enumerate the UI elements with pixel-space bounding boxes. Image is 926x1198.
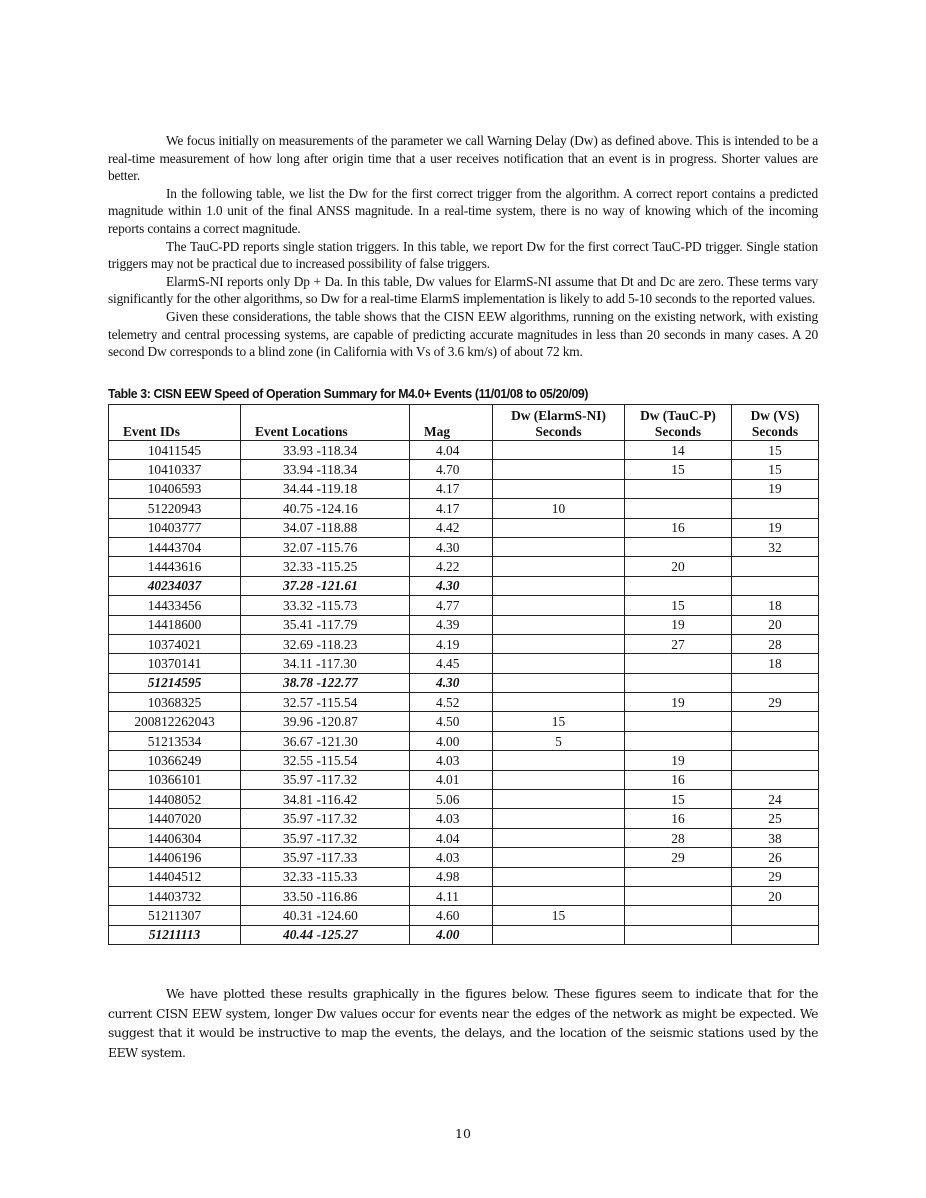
table-caption: Table 3: CISN EEW Speed of Operation Summary for M4.0+ Events (11/01/08 to 05/20/09) [108,386,589,401]
cell-event-id: 51214595 [109,673,241,692]
cell-event-location: 34.07 -118.88 [241,518,410,537]
cell-event-location: 32.69 -118.23 [241,634,410,653]
cell-event-location: 33.50 -116.86 [241,886,410,905]
cell-dw-vs: 18 [732,596,819,615]
cell-event-location: 35.97 -117.32 [241,809,410,828]
cell-event-id: 10406593 [109,479,241,498]
cell-mag: 4.11 [410,886,493,905]
cell-dw-tauc [625,499,732,518]
header-dw-elarms [493,405,625,441]
cell-event-location: 40.75 -124.16 [241,499,410,518]
cell-dw-vs [732,576,819,595]
cell-dw-elarms [493,615,625,634]
header-dw-tauc-line1: Dw (TauC-P) [640,408,716,423]
header-event-locations: Event Locations [241,405,410,441]
cell-dw-tauc: 28 [625,828,732,847]
cell-dw-elarms: 15 [493,906,625,925]
table-body [109,441,819,945]
cell-mag: 4.77 [410,596,493,615]
cell-event-location: 40.31 -124.60 [241,906,410,925]
cell-event-location: 35.97 -117.32 [241,770,410,789]
cell-event-id: 14408052 [109,790,241,809]
cell-event-id: 10370141 [109,654,241,673]
cell-event-id: 14443704 [109,537,241,556]
cell-dw-tauc [625,654,732,673]
cell-dw-elarms [493,848,625,867]
cell-dw-tauc [625,712,732,731]
header-dw-elarms-line1: Dw (ElarmS-NI) [511,408,606,423]
cell-mag: 4.60 [410,906,493,925]
cell-dw-vs [732,712,819,731]
cell-mag: 4.22 [410,557,493,576]
cell-dw-elarms [493,886,625,905]
speed-summary-table [108,404,819,945]
cell-dw-tauc [625,925,732,944]
cell-dw-elarms [493,460,625,479]
cell-dw-elarms: 10 [493,499,625,518]
cell-event-id: 51211307 [109,906,241,925]
table-row [109,770,819,789]
cell-dw-elarms: 5 [493,731,625,750]
cell-mag: 4.00 [410,925,493,944]
cell-event-location: 38.78 -122.77 [241,673,410,692]
cell-event-location: 34.81 -116.42 [241,790,410,809]
cell-dw-elarms [493,867,625,886]
cell-event-location: 32.55 -115.54 [241,751,410,770]
cell-dw-vs: 29 [732,867,819,886]
cell-dw-elarms [493,634,625,653]
cell-event-id: 14407020 [109,809,241,828]
cell-dw-tauc: 19 [625,693,732,712]
page-number: 10 [455,1126,471,1141]
cell-dw-vs [732,906,819,925]
cell-dw-tauc: 15 [625,790,732,809]
table-row [109,441,819,460]
cell-dw-elarms [493,518,625,537]
cell-dw-vs: 24 [732,790,819,809]
closing-text [108,984,818,1062]
cell-dw-tauc: 16 [625,518,732,537]
table-row [109,731,819,750]
cell-event-id: 14403732 [109,886,241,905]
cell-event-location: 32.57 -115.54 [241,693,410,712]
cell-mag: 4.70 [410,460,493,479]
cell-event-location: 35.97 -117.33 [241,848,410,867]
cell-dw-tauc: 14 [625,441,732,460]
cell-mag: 4.42 [410,518,493,537]
cell-dw-elarms [493,809,625,828]
cell-dw-vs: 19 [732,479,819,498]
cell-event-id: 10366249 [109,751,241,770]
cell-event-id: 51211113 [109,925,241,944]
cell-mag: 4.98 [410,867,493,886]
cell-dw-elarms [493,596,625,615]
paragraph-correct-trigger: In the following table, we list the Dw for the first correct trigger from the algorithm. A correct report contains a predicted magnitude within 1.0 unit of the final ANSS magnitude. In a real-time system, there is no way of knowing which of the incoming reports contains a correct magnitude. [108,185,818,236]
cell-mag: 4.04 [410,828,493,847]
cell-dw-vs [732,499,819,518]
cell-event-id: 51220943 [109,499,241,518]
cell-mag: 4.30 [410,576,493,595]
cell-dw-elarms [493,441,625,460]
cell-mag: 4.04 [410,441,493,460]
cell-dw-vs: 20 [732,886,819,905]
paragraph-warning-delay: We focus initially on measurements of the parameter we call Warning Delay (Dw) as defined above. This is intended to be a real-time measurement of how long after origin time that a user receives notification that an event is in progress. Shorter values are better. [108,133,818,184]
table-row [109,460,819,479]
cell-mag: 4.52 [410,693,493,712]
cell-event-id: 14406196 [109,848,241,867]
cell-dw-elarms [493,770,625,789]
intro-text [108,132,818,361]
cell-mag: 4.03 [410,848,493,867]
cell-dw-vs: 25 [732,809,819,828]
cell-event-id: 200812262043 [109,712,241,731]
header-mag: Mag [410,405,493,441]
table-row [109,634,819,653]
table-row [109,537,819,556]
cell-dw-tauc [625,673,732,692]
cell-dw-elarms [493,576,625,595]
cell-dw-tauc: 27 [625,634,732,653]
cell-dw-tauc [625,537,732,556]
cell-event-id: 14404512 [109,867,241,886]
cell-mag: 4.17 [410,499,493,518]
cell-dw-vs [732,751,819,770]
cell-dw-tauc: 19 [625,751,732,770]
table-row [109,615,819,634]
cell-dw-vs: 26 [732,848,819,867]
cell-dw-elarms [493,557,625,576]
cell-event-id: 10374021 [109,634,241,653]
cell-dw-vs [732,925,819,944]
cell-mag: 4.30 [410,537,493,556]
table-row [109,499,819,518]
header-event-ids: Event IDs [109,405,241,441]
table-row [109,925,819,944]
cell-dw-tauc: 15 [625,596,732,615]
cell-mag: 4.39 [410,615,493,634]
cell-event-location: 40.44 -125.27 [241,925,410,944]
header-dw-tauc [625,405,732,441]
cell-event-location: 34.44 -119.18 [241,479,410,498]
cell-event-id: 10410337 [109,460,241,479]
cell-dw-tauc [625,867,732,886]
cell-dw-tauc [625,906,732,925]
cell-dw-vs: 28 [732,634,819,653]
cell-dw-tauc: 20 [625,557,732,576]
header-dw-elarms-line2: Seconds [535,424,582,439]
cell-dw-vs: 38 [732,828,819,847]
table-row [109,848,819,867]
header-dw-vs-line1: Dw (VS) [750,408,800,423]
cell-event-id: 10366101 [109,770,241,789]
table-row [109,906,819,925]
cell-dw-tauc: 15 [625,460,732,479]
cell-dw-vs: 18 [732,654,819,673]
cell-event-location: 32.33 -115.33 [241,867,410,886]
cell-dw-elarms [493,751,625,770]
cell-dw-vs: 20 [732,615,819,634]
table-row [109,576,819,595]
cell-event-location: 33.32 -115.73 [241,596,410,615]
cell-event-location: 37.28 -121.61 [241,576,410,595]
table-row [109,886,819,905]
cell-dw-elarms [493,673,625,692]
table-row [109,596,819,615]
cell-mag: 4.03 [410,809,493,828]
cell-dw-elarms [493,654,625,673]
cell-event-id: 10403777 [109,518,241,537]
cell-dw-vs [732,673,819,692]
cell-dw-tauc [625,576,732,595]
cell-dw-vs: 15 [732,441,819,460]
cell-dw-tauc: 19 [625,615,732,634]
cell-event-location: 32.07 -115.76 [241,537,410,556]
table-row [109,557,819,576]
header-dw-tauc-line2: Seconds [654,424,702,439]
cell-dw-tauc: 16 [625,770,732,789]
cell-mag: 4.30 [410,673,493,692]
cell-dw-tauc [625,886,732,905]
cell-mag: 4.01 [410,770,493,789]
paragraph-tauc-pd: The TauC-PD reports single station triggers. In this table, we report Dw for the first correct TauC-PD trigger. Single station triggers may not be practical due to increased possibility of false triggers. [108,238,818,272]
cell-mag: 4.50 [410,712,493,731]
cell-event-location: 35.41 -117.79 [241,615,410,634]
cell-dw-elarms [493,790,625,809]
cell-event-id: 10411545 [109,441,241,460]
paragraph-elarms-ni: ElarmS-NI reports only Dp + Da. In this table, Dw values for ElarmS-NI assume that Dt and Dc are zero. These terms vary significantly for the other algorithms, so Dw for a real-time ElarmS implementation is likely to add 5-10 seconds to the reported values. [108,273,818,307]
table-row [109,712,819,731]
table-row [109,479,819,498]
cell-dw-vs [732,770,819,789]
table-row [109,693,819,712]
cell-mag: 4.17 [410,479,493,498]
cell-dw-vs: 32 [732,537,819,556]
cell-mag: 4.00 [410,731,493,750]
cell-dw-vs: 19 [732,518,819,537]
cell-event-id: 14418600 [109,615,241,634]
cell-event-location: 33.94 -118.34 [241,460,410,479]
cell-event-location: 32.33 -115.25 [241,557,410,576]
cell-dw-vs: 15 [732,460,819,479]
cell-event-location: 39.96 -120.87 [241,712,410,731]
paragraph-considerations: Given these considerations, the table shows that the CISN EEW algorithms, running on the existing network, with existing telemetry and central processing systems, are capable of predicting accurate magnitudes in less than 20 seconds in many cases. A 20 second Dw corresponds to a blind zone (in California with Vs of 3.6 km/s) of about 72 km. [108,308,818,360]
cell-mag: 4.45 [410,654,493,673]
cell-event-id: 14433456 [109,596,241,615]
cell-event-id: 14443616 [109,557,241,576]
cell-dw-elarms [493,479,625,498]
table-header-row [109,405,819,441]
table-row [109,867,819,886]
table-row [109,654,819,673]
cell-dw-elarms [493,828,625,847]
header-dw-vs-line2: Seconds [751,424,799,439]
cell-event-id: 10368325 [109,693,241,712]
cell-dw-tauc [625,731,732,750]
cell-event-id: 51213534 [109,731,241,750]
table-row [109,809,819,828]
cell-event-location: 36.67 -121.30 [241,731,410,750]
cell-mag: 5.06 [410,790,493,809]
table-row [109,751,819,770]
cell-event-location: 35.97 -117.32 [241,828,410,847]
cell-dw-elarms: 15 [493,712,625,731]
cell-event-location: 33.93 -118.34 [241,441,410,460]
cell-event-id: 40234037 [109,576,241,595]
cell-dw-vs [732,731,819,750]
table-row [109,673,819,692]
paragraph-plotted-results: We have plotted these results graphically in the figures below. These figures seem to indicate that for the current CISN EEW system, longer Dw values occur for events near the edges of the network as might be expected. We suggest that it would be instructive to map the events, the delays, and the location of the seismic stations used by the EEW system. [108,986,818,1060]
cell-dw-elarms [493,925,625,944]
cell-dw-elarms [493,537,625,556]
table-row [109,790,819,809]
cell-event-id: 14406304 [109,828,241,847]
cell-mag: 4.03 [410,751,493,770]
table-row [109,518,819,537]
cell-dw-tauc [625,479,732,498]
cell-dw-tauc: 29 [625,848,732,867]
cell-mag: 4.19 [410,634,493,653]
cell-event-location: 34.11 -117.30 [241,654,410,673]
cell-dw-vs: 29 [732,693,819,712]
table-row [109,828,819,847]
cell-dw-vs [732,557,819,576]
cell-dw-elarms [493,693,625,712]
cell-dw-tauc: 16 [625,809,732,828]
header-dw-vs [732,405,819,441]
